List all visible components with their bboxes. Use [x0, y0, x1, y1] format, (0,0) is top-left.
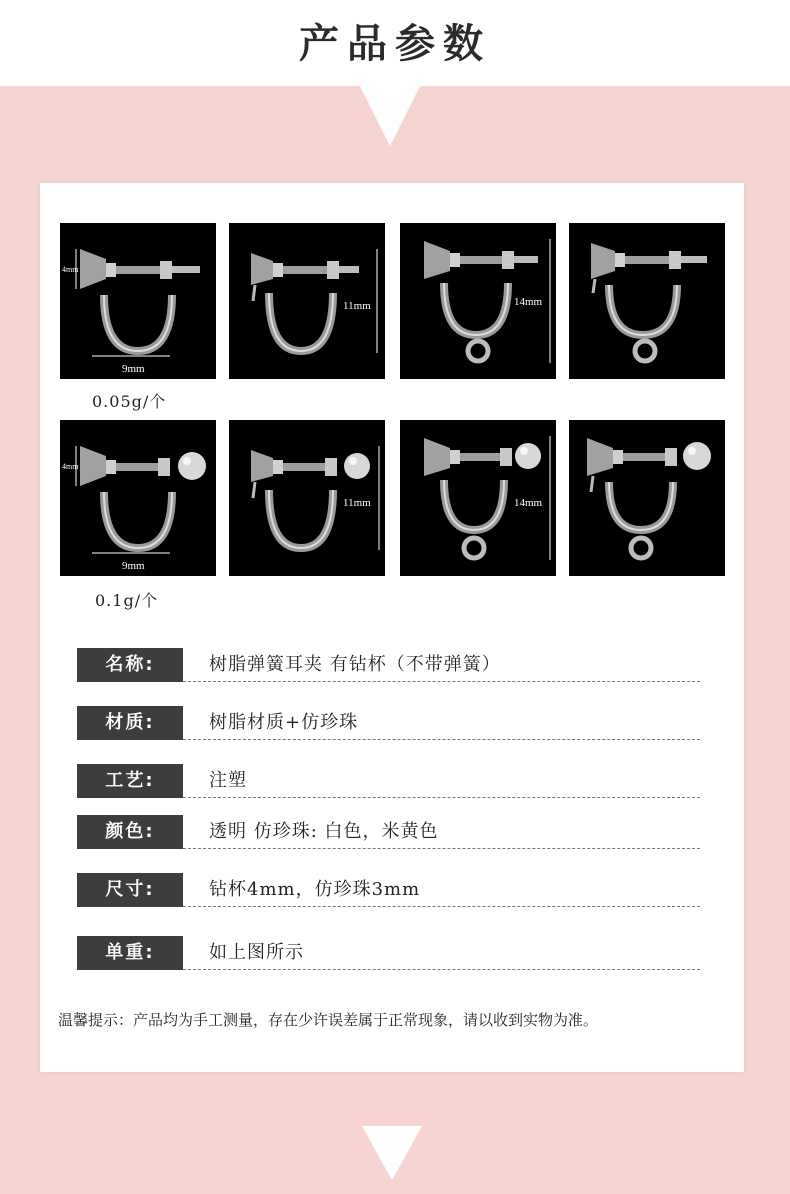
page-title: 产品参数 — [299, 21, 491, 67]
product-image-flat-14mm — [400, 223, 556, 379]
spec-row-size — [77, 873, 697, 907]
product-image-pearl-4mm — [60, 420, 216, 576]
spec-card — [40, 183, 744, 1072]
spec-value-material: 树脂材质+仿珍珠 — [209, 712, 359, 733]
dashed-divider — [183, 848, 700, 849]
spec-key-color: 颜色: — [77, 815, 183, 849]
earring-clip-pearl-illustration — [400, 420, 556, 576]
measurement-tip: 温馨提示：产品均为手工测量，存在少许误差属于正常现象，请以收到实物为准。 — [58, 1011, 599, 1029]
dashed-divider — [183, 906, 700, 907]
dim-label-14mm: 14mm — [514, 296, 543, 308]
earring-clip-illustration — [569, 223, 725, 379]
spec-value-process: 注塑 — [209, 770, 247, 791]
dim-label-14mm: 14mm — [514, 497, 543, 509]
product-image-flat-4mm — [60, 223, 216, 379]
dashed-divider — [183, 739, 700, 740]
bottom-notch-decoration — [0, 1120, 790, 1194]
earring-clip-illustration — [400, 223, 556, 379]
earring-clip-pearl-illustration — [229, 420, 385, 576]
product-image-pearl-14mm — [400, 420, 556, 576]
product-image-flat-loop — [569, 223, 725, 379]
dashed-divider — [183, 969, 700, 970]
spec-value-weight: 如上图所示 — [209, 942, 304, 963]
spec-row-weight — [77, 936, 697, 970]
spec-key-process: 工艺: — [77, 764, 183, 798]
spec-key-size: 尺寸: — [77, 873, 183, 907]
spec-key-name: 名称: — [77, 648, 183, 682]
spec-row-process — [77, 764, 697, 798]
dashed-divider — [183, 797, 700, 798]
spec-value-color: 透明 仿珍珠: 白色，米黄色 — [209, 821, 439, 842]
spec-key-weight: 单重: — [77, 936, 183, 970]
product-image-pearl-loop — [569, 420, 725, 576]
spec-key-material: 材质: — [77, 706, 183, 740]
product-image-flat-11mm — [229, 223, 385, 379]
weight-label-row1: 0.05g/个 — [92, 392, 167, 411]
earring-clip-pearl-illustration — [569, 420, 725, 576]
dim-label-9mm: 9mm — [122, 560, 145, 572]
dim-label-4mm: 4mm — [62, 265, 79, 274]
dim-label-11mm: 11mm — [343, 300, 371, 312]
spec-row-name — [77, 648, 697, 682]
dashed-divider — [183, 681, 700, 682]
spec-row-material — [77, 706, 697, 740]
product-image-pearl-11mm — [229, 420, 385, 576]
earring-clip-illustration — [60, 223, 216, 379]
earring-clip-pearl-illustration — [60, 420, 216, 576]
dim-label-9mm: 9mm — [122, 363, 145, 375]
spec-value-size: 钻杯4mm，仿珍珠3mm — [209, 879, 421, 900]
weight-label-row2: 0.1g/个 — [95, 591, 159, 610]
dim-label-11mm: 11mm — [343, 497, 371, 509]
earring-clip-illustration — [229, 223, 385, 379]
dim-label-4mm: 4mm — [62, 462, 79, 471]
spec-row-color — [77, 815, 697, 849]
spec-value-name: 树脂弹簧耳夹 有钻杯（不带弹簧） — [209, 654, 501, 675]
